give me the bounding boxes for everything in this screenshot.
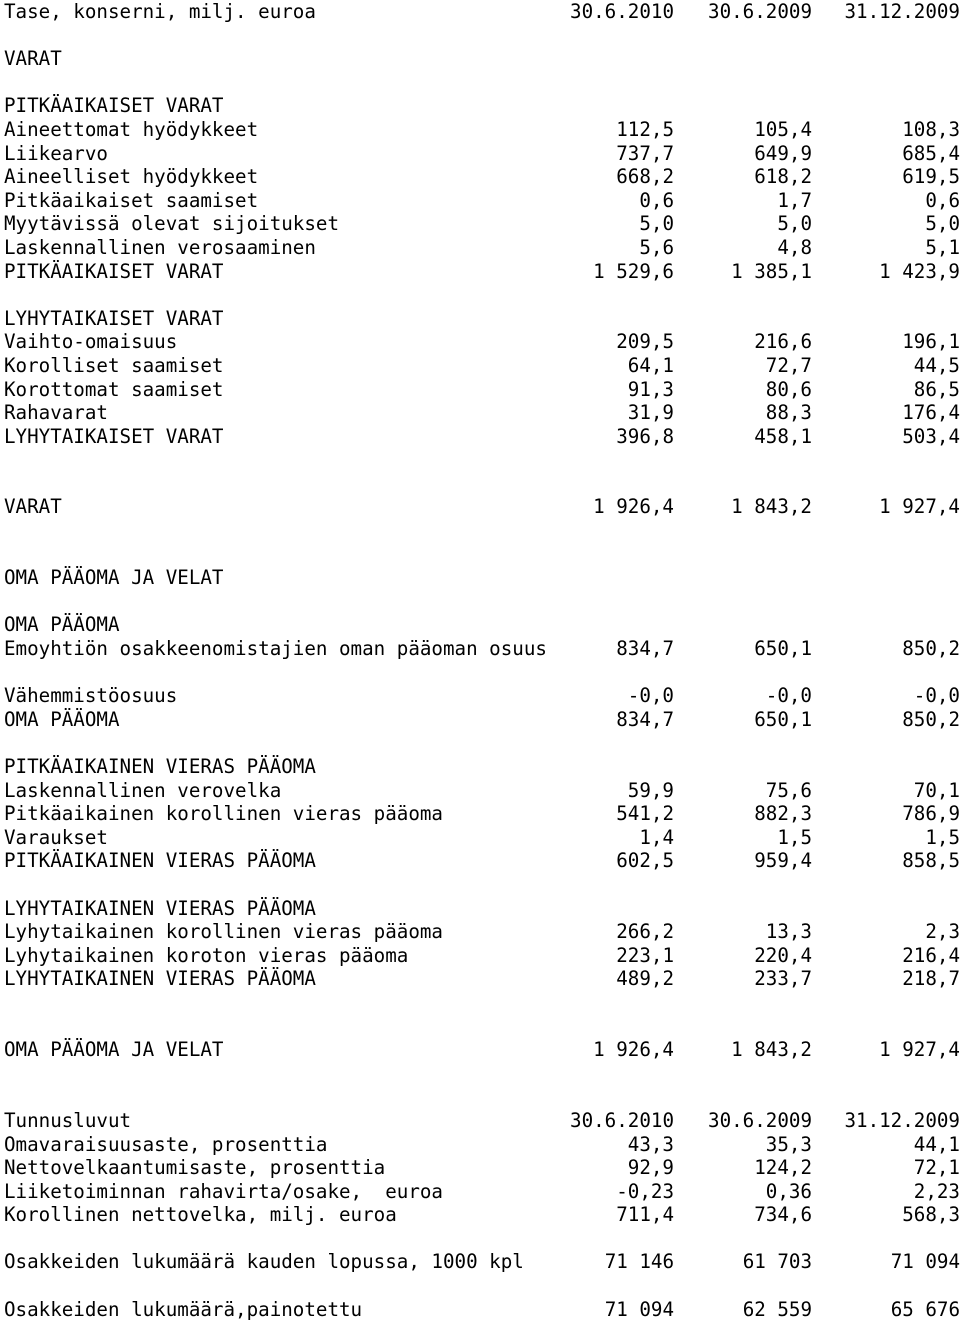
table-row: [4, 944, 960, 968]
row-value-2010-06: 91,3: [627, 377, 674, 401]
row-value-2009-06: 62 559: [742, 1297, 812, 1321]
row-label: Vähemmistöosuus: [4, 684, 178, 708]
section-heading: LYHYTAIKAINEN VIERAS PÄÄOMA: [4, 896, 316, 920]
table-row: [4, 1133, 960, 1157]
row-value-2009-06: 35,3: [765, 1132, 812, 1156]
row-label: PITKÄAIKAINEN VIERAS PÄÄOMA: [4, 849, 316, 873]
table-row: [4, 1180, 960, 1204]
table-row: [4, 142, 960, 166]
row-label: Pitkäaikaiset saamiset: [4, 188, 259, 212]
row-value-2010-06: 112,5: [616, 117, 674, 141]
spacer: [4, 991, 960, 1038]
row-value-2010-06: 489,2: [616, 967, 674, 991]
row-value-2009-06: 61 703: [742, 1250, 812, 1274]
column-header-2009-12: 31.12.2009: [844, 0, 960, 23]
row-value-2009-12: 1,5: [925, 825, 960, 849]
row-value-2010-06: 5,6: [639, 235, 674, 259]
row-label: Lyhytaikainen korollinen vieras pääoma: [4, 920, 443, 944]
row-label: Korollinen nettovelka, milj. euroa: [4, 1203, 397, 1227]
spacer: [4, 71, 960, 95]
section-heading: PITKÄAIKAISET VARAT: [4, 94, 224, 118]
row-label: Aineelliset hyödykkeet: [4, 165, 259, 189]
row-value-2009-06: 734,6: [754, 1203, 812, 1227]
table-row: [4, 802, 960, 826]
row-value-2009-12: 0,6: [925, 188, 960, 212]
row-value-2010-06: 1 926,4: [593, 1038, 674, 1062]
row-value-2010-06: 64,1: [627, 353, 674, 377]
row-value-2009-06: 124,2: [754, 1156, 812, 1180]
row-value-2009-12: 71 094: [890, 1250, 960, 1274]
row-value-2010-06: 541,2: [616, 802, 674, 826]
total-row-equity-liabilities: [4, 1038, 960, 1062]
table-row: [4, 1156, 960, 1180]
row-value-2009-12: 685,4: [902, 141, 960, 165]
table-row: [4, 1298, 960, 1321]
row-value-2009-06: 75,6: [765, 778, 812, 802]
row-value-2009-12: 2,3: [925, 920, 960, 944]
row-value-2010-06: 834,7: [616, 707, 674, 731]
table-row: [4, 189, 960, 213]
spacer: [4, 519, 960, 566]
row-value-2009-06: 1 385,1: [731, 259, 812, 283]
row-value-2009-12: 216,4: [902, 943, 960, 967]
table-row: [4, 236, 960, 260]
row-value-2009-12: 44,1: [913, 1132, 960, 1156]
row-value-2009-06: 1,5: [777, 825, 812, 849]
row-value-2009-06: 105,4: [754, 117, 812, 141]
row-value-2010-06: 71 146: [604, 1250, 674, 1274]
table-row: [4, 378, 960, 402]
row-value-2009-12: 176,4: [902, 401, 960, 425]
row-value-2010-06: 209,5: [616, 330, 674, 354]
row-value-2009-12: 568,3: [902, 1203, 960, 1227]
row-label: Rahavarat: [4, 401, 108, 425]
section-title-equity-liabilities: [4, 566, 960, 590]
table-row: [4, 212, 960, 236]
row-value-2009-06: -0,0: [765, 684, 812, 708]
row-value-2009-12: 1 927,4: [879, 1038, 960, 1062]
row-label: PITKÄAIKAISET VARAT: [4, 259, 224, 283]
row-value-2009-12: 196,1: [902, 330, 960, 354]
row-label: Liikearvo: [4, 141, 108, 165]
table-row: [4, 401, 960, 425]
row-value-2010-06: 0,6: [639, 188, 674, 212]
row-label: Emoyhtiön osakkeenomistajien oman pääoman osuus: [4, 637, 547, 661]
row-label: LYHYTAIKAINEN VIERAS PÄÄOMA: [4, 967, 316, 991]
row-value-2010-06: 71 094: [604, 1297, 674, 1321]
row-value-2009-12: 503,4: [902, 424, 960, 448]
table-row: [4, 779, 960, 803]
row-label: Laskennallinen verosaaminen: [4, 235, 316, 259]
row-label: Nettovelkaantumisaste, prosenttia: [4, 1156, 386, 1180]
row-value-2009-06: 72,7: [765, 353, 812, 377]
row-value-2009-06: 80,6: [765, 377, 812, 401]
spacer: [4, 283, 960, 307]
row-value-2009-12: 5,0: [925, 212, 960, 236]
row-value-2009-06: 650,1: [754, 707, 812, 731]
row-value-2009-12: 619,5: [902, 165, 960, 189]
table-row: [4, 330, 960, 354]
column-header-2009-06: 30.6.2009: [708, 1108, 812, 1132]
row-value-2009-06: 0,36: [765, 1179, 812, 1203]
table-row: [4, 118, 960, 142]
section-heading: OMA PÄÄOMA: [4, 613, 120, 637]
spacer: [4, 448, 960, 495]
row-value-2009-12: 1 927,4: [879, 495, 960, 519]
spacer: [4, 1062, 960, 1109]
row-value-2010-06: -0,23: [616, 1179, 674, 1203]
row-value-2009-06: 13,3: [765, 920, 812, 944]
row-value-2009-12: 5,1: [925, 235, 960, 259]
row-value-2009-12: 44,5: [913, 353, 960, 377]
spacer: [4, 590, 960, 614]
subtotal-row-noncurrent-liabilities: [4, 849, 960, 873]
row-value-2009-12: 218,7: [902, 967, 960, 991]
table-row: [4, 1203, 960, 1227]
section-heading-equity: [4, 613, 960, 637]
column-header-2010-06: 30.6.2010: [570, 0, 674, 23]
row-value-2010-06: 5,0: [639, 212, 674, 236]
section-title-assets: [4, 47, 960, 71]
total-row-assets: [4, 495, 960, 519]
key-figures-header-row: [4, 1109, 960, 1133]
row-label: Osakkeiden lukumäärä,painotettu: [4, 1297, 363, 1321]
row-value-2009-12: 86,5: [913, 377, 960, 401]
spacer: [4, 731, 960, 755]
row-value-2010-06: 59,9: [627, 778, 674, 802]
row-value-2010-06: 1 529,6: [593, 259, 674, 283]
row-value-2009-06: 1 843,2: [731, 495, 812, 519]
row-value-2009-12: -0,0: [913, 684, 960, 708]
section-heading-noncurrent-liabilities: [4, 755, 960, 779]
row-value-2009-06: 1 843,2: [731, 1038, 812, 1062]
balance-sheet-document: [4, 0, 960, 1321]
row-value-2009-12: 72,1: [913, 1156, 960, 1180]
row-value-2010-06: 43,3: [627, 1132, 674, 1156]
row-label: Vaihto-omaisuus: [4, 330, 178, 354]
row-label: OMA PÄÄOMA: [4, 707, 120, 731]
row-value-2010-06: 396,8: [616, 424, 674, 448]
row-value-2009-06: 650,1: [754, 637, 812, 661]
row-value-2009-06: 220,4: [754, 943, 812, 967]
row-label: Korolliset saamiset: [4, 353, 224, 377]
row-value-2009-06: 233,7: [754, 967, 812, 991]
row-value-2010-06: 1 926,4: [593, 495, 674, 519]
row-value-2010-06: 1,4: [639, 825, 674, 849]
section-heading: LYHYTAIKAISET VARAT: [4, 306, 224, 330]
spacer: [4, 1227, 960, 1251]
row-value-2010-06: 266,2: [616, 920, 674, 944]
table-row: [4, 826, 960, 850]
subtotal-row-equity: [4, 708, 960, 732]
row-value-2010-06: 834,7: [616, 637, 674, 661]
row-value-2009-06: 216,6: [754, 330, 812, 354]
key-figures-title: Tunnusluvut: [4, 1108, 132, 1132]
row-value-2009-12: 850,2: [902, 637, 960, 661]
row-label: Liiketoiminnan rahavirta/osake, euroa: [4, 1179, 443, 1203]
row-value-2010-06: 711,4: [616, 1203, 674, 1227]
row-label: Varaukset: [4, 825, 108, 849]
row-value-2009-12: 2,23: [913, 1179, 960, 1203]
row-value-2010-06: 668,2: [616, 165, 674, 189]
row-label: Lyhytaikainen koroton vieras pääoma: [4, 943, 409, 967]
spacer: [4, 873, 960, 897]
row-value-2010-06: 737,7: [616, 141, 674, 165]
row-value-2009-12: 65 676: [890, 1297, 960, 1321]
row-value-2009-12: 108,3: [902, 117, 960, 141]
row-label: OMA PÄÄOMA JA VELAT: [4, 1038, 224, 1062]
column-header-2010-06: 30.6.2010: [570, 1108, 674, 1132]
table-row: [4, 920, 960, 944]
spacer: [4, 24, 960, 48]
section-heading-current-assets: [4, 307, 960, 331]
row-label: LYHYTAIKAISET VARAT: [4, 424, 224, 448]
row-value-2009-06: 1,7: [777, 188, 812, 212]
assets-title: VARAT: [4, 47, 62, 71]
row-value-2009-12: 858,5: [902, 849, 960, 873]
row-value-2009-06: 649,9: [754, 141, 812, 165]
subtotal-row-current-liabilities: [4, 967, 960, 991]
table-header-row: [4, 0, 960, 24]
row-label: Myytävissä olevat sijoitukset: [4, 212, 340, 236]
row-label: VARAT: [4, 495, 62, 519]
section-heading-current-liabilities: [4, 897, 960, 921]
document-title: Tase, konserni, milj. euroa: [4, 0, 316, 23]
table-row: [4, 684, 960, 708]
row-value-2009-12: 1 423,9: [879, 259, 960, 283]
row-value-2010-06: 602,5: [616, 849, 674, 873]
row-value-2009-12: 70,1: [913, 778, 960, 802]
subtotal-row-noncurrent-assets: [4, 260, 960, 284]
row-value-2009-06: 959,4: [754, 849, 812, 873]
subtotal-row-current-assets: [4, 425, 960, 449]
equity-liabilities-title: OMA PÄÄOMA JA VELAT: [4, 566, 224, 590]
row-value-2010-06: 31,9: [627, 401, 674, 425]
row-value-2009-06: 5,0: [777, 212, 812, 236]
row-label: Pitkäaikainen korollinen vieras pääoma: [4, 802, 443, 826]
column-header-2009-06: 30.6.2009: [708, 0, 812, 23]
row-label: Omavaraisuusaste, prosenttia: [4, 1132, 328, 1156]
table-row: [4, 165, 960, 189]
row-value-2009-12: 786,9: [902, 802, 960, 826]
row-label: Korottomat saamiset: [4, 377, 224, 401]
row-value-2009-06: 4,8: [777, 235, 812, 259]
row-value-2009-06: 458,1: [754, 424, 812, 448]
row-value-2010-06: 223,1: [616, 943, 674, 967]
table-row: [4, 1250, 960, 1297]
row-label: Aineettomat hyödykkeet: [4, 117, 259, 141]
row-value-2009-12: 850,2: [902, 707, 960, 731]
table-row: [4, 637, 960, 684]
row-label: Laskennallinen verovelka: [4, 778, 282, 802]
section-heading-noncurrent-assets: [4, 94, 960, 118]
section-heading: PITKÄAIKAINEN VIERAS PÄÄOMA: [4, 755, 316, 778]
row-value-2010-06: -0,0: [627, 684, 674, 708]
row-label: Osakkeiden lukumäärä kauden lopussa, 1000 kpl: [4, 1250, 524, 1274]
table-row: [4, 354, 960, 378]
row-value-2010-06: 92,9: [627, 1156, 674, 1180]
row-value-2009-06: 88,3: [765, 401, 812, 425]
row-value-2009-06: 882,3: [754, 802, 812, 826]
row-value-2009-06: 618,2: [754, 165, 812, 189]
column-header-2009-12: 31.12.2009: [844, 1108, 960, 1132]
